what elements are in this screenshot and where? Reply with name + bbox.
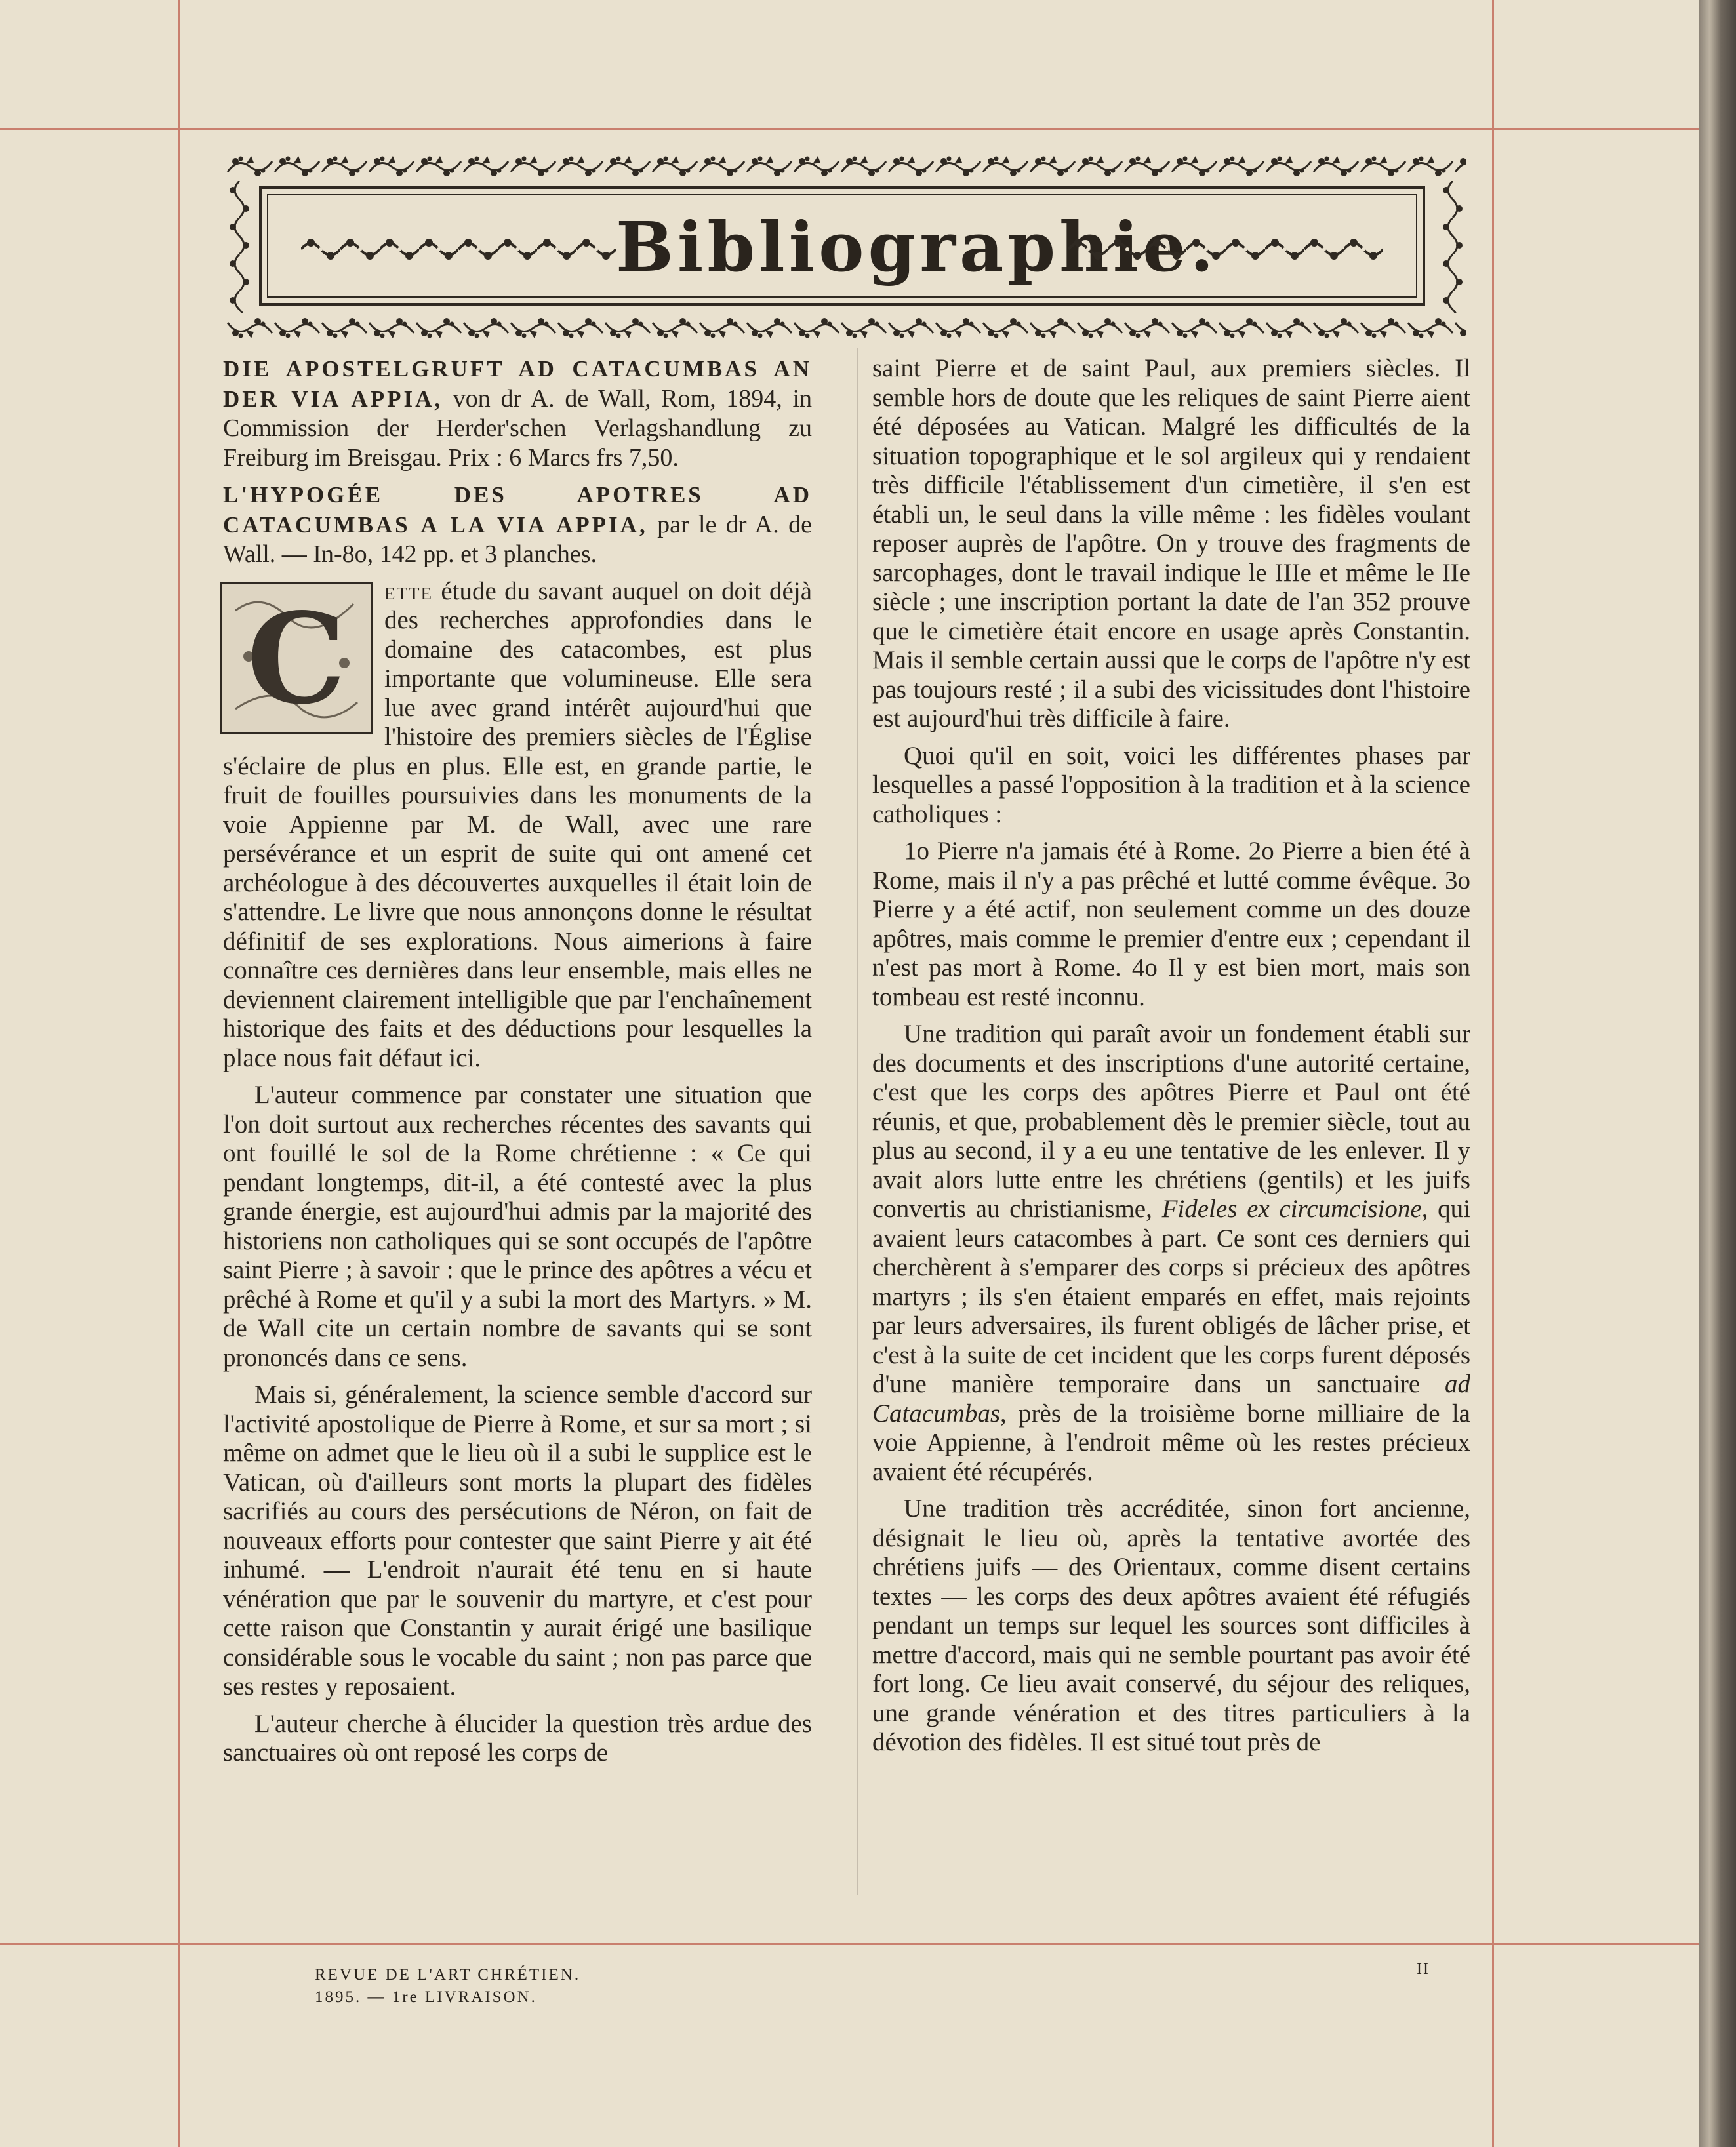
- decorated-initial: [220, 582, 373, 734]
- margin-rule-top: [0, 128, 1699, 130]
- ornament-border-bottom: [226, 313, 1466, 342]
- issue-info: 1895. — 1re LIVRAISON.: [315, 1988, 537, 2006]
- entry-title: DIE APOSTELGRUFT AD CATACUMBAS AN DER VIA APPIA,: [223, 356, 812, 412]
- paragraph: [872, 1020, 1470, 1487]
- paragraph: 1o Pierre n'a jamais été à Rome. 2o Pierre a bien été à Rome, mais il n'y a pas prêché et lutté comme évêque. 3o Pierre y a été actif, non seulement comme un des douze apôtres, mais comme le premier d'entre eux ; cependant il n'est pas mort à Rome. 4o Il y est bien mort, mais son tombeau est resté inconnu.: [872, 837, 1470, 1011]
- ornament-border-top: [226, 152, 1466, 181]
- title-frame: [259, 186, 1425, 306]
- opening-word: ette: [384, 576, 433, 605]
- entry-details: par le dr A. de Wall. — In-8o, 142 pp. et 3 planches.: [223, 510, 812, 568]
- entry-title: L'HYPOGÉE DES APOTRES AD CATACUMBAS A LA VIA APPIA,: [223, 482, 812, 538]
- paragraph-text: étude du savant auquel on doit déjà des recherches approfondies dans le domaine des catacombes, est plus importante que volumineuse. Elle sera lue avec grand intérêt aujourd'hui que l'histoire des premiers siècles de l'Église s'éclaire de plus en plus. Elle est, en grande partie, le fruit de fouilles poursuivies dans les monuments de la voie Appienne par M. de Wall, avec une rare persévérance et un esprit de suite qui ont amené cet archéologue à des découvertes auxquelles il était loin de s'attendre. Le livre que nous annonçons donne le résultat définitif de ses explorations. Nous aimerions à faire connaître ces dernières dans leur ensemble, mais elles ne deviennent clairement intelligible que par l'enchaînement historique des faits et des déductions pour lesquelles la place nous fait défaut ici.: [223, 576, 812, 1072]
- right-column: [872, 354, 1470, 1757]
- book-page-edge: [1699, 0, 1736, 2147]
- journal-name: REVUE DE L'ART CHRÉTIEN.: [315, 1966, 581, 1984]
- paragraph-text: , qui avaient leurs catacombes à part. Ce sont ces derniers qui cherchèrent à s'emparer des corps si précieux des apôtres martyrs ; ils s'en étaient emparés en effet, mais rejoints par leurs adversaires, ils furent obligés de lâcher prise, et c'est à la suite de cet incident que les corps furent déposés d'une manière temporaire dans un sanctuaire: [872, 1195, 1471, 1398]
- ornament-border-left: [226, 181, 252, 313]
- paragraph-text: , près de la troisième borne milliaire de la voie Appienne, à l'endroit même où les restes précieux avaient été récupérés.: [872, 1399, 1470, 1486]
- paragraph-text: Une tradition qui paraît avoir un fondement établi sur des documents et des inscriptions d'une autorité certaine, c'est que les corps des apôtres Pierre et Paul ont été réunis, et que, probablement dès le premier siècle, tout au plus au second, il y a eu une tentative de les enlever. Il y avait alors lutte entre les chrétiens (gentils) et les juifs convertis au christianisme,: [872, 1020, 1470, 1223]
- paragraph: L'auteur cherche à élucider la question très ardue des sanctuaires où ont reposé les corps de: [223, 1709, 812, 1767]
- left-column: [223, 354, 812, 1768]
- column-divider: [857, 348, 858, 1895]
- paragraph: Mais si, généralement, la science semble d'accord sur l'activité apostolique de Pierre à Rome, et sur sa mort ; si même on admet que le lieu où il a subi le supplice est le Vatican, où d'ailleurs sont morts la plupart des fidèles sacrifiés au cours des persécutions de Néron, on fait de nouveaux efforts pour contester que saint Pierre y ait été inhumé. — L'endroit n'aurait été tenu en si haute vénération que par le souvenir du martyre, et c'est pour cette raison que Constantin y aurait érigé une basilique considérable sous le vocable du saint ; non pas parce que ses restes y reposaient.: [223, 1380, 812, 1700]
- page-title: Bibliographie.: [616, 207, 1218, 287]
- paragraph: Une tradition très accréditée, sinon fort ancienne, désignait le lieu où, après la tentative avortée des chrétiens juifs — des Orientaux, comme disent certains textes — les corps des deux apôtres avaient été réfugiés pendant un temps sur lequel les sources sont difficiles à mettre d'accord, mais qui ne semble pourtant pas avoir été fort long. Ce lieu avait conservé, du séjour des reliques, une grande vénération et des titres particuliers à la dévotion des fidèles. Il est situé tout près de: [872, 1495, 1470, 1756]
- section-header: [226, 152, 1466, 342]
- bibliography-entry: [223, 480, 812, 569]
- italic-phrase: Fideles ex circumcisione: [1161, 1195, 1422, 1223]
- dropcap-letter: C: [247, 585, 346, 732]
- paragraph: Quoi qu'il en soit, voici les différentes phases par lesquelles a passé l'opposition à la tradition et à la science catholiques :: [872, 741, 1470, 828]
- margin-rule-right: [1492, 0, 1494, 2147]
- margin-rule-left: [178, 0, 180, 2147]
- bibliography-entry: [223, 354, 812, 472]
- entry-details: von dr A. de Wall, Rom, 1894, in Commission der Herder'schen Verlagshandlung zu Freiburg im Breisgau. Prix : 6 Marcs frs 7,50.: [223, 384, 812, 472]
- paragraph: L'auteur commence par constater une situation que l'on doit surtout aux recherches récentes des savants qui ont fouillé le sol de la Rome chrétienne : « Ce qui pendant longtemps, dit-il, a été contesté avec la plus grande énergie, est aujourd'hui admis par la majorité des historiens non catholiques qui se sont occupés de l'apôtre saint Pierre ; à savoir : que le prince des apôtres a vécu et prêché à Rome et qu'il y a subi la mort des Martyrs. » M. de Wall cite un certain nombre de savants qui se sont prononcés dans ce sens.: [223, 1081, 812, 1372]
- ornament-border-right: [1440, 181, 1466, 313]
- paragraph: [223, 577, 812, 1074]
- vine-ornament-right: [1068, 236, 1383, 262]
- italic-phrase: ad Catacumbas: [872, 1370, 1470, 1428]
- paragraph: saint Pierre et de saint Paul, aux premiers siècles. Il semble hors de doute que les reliques de saint Pierre aient été déposées au Vatican. Malgré les difficultés de la situation topographique et le sol argileux qui y rendaient très difficile l'établissement d'un cimetière, il s'en est établi un, le seul dans la ville même : les fidèles voulant reposer auprès de l'apôtre. On y trouve des fragments de sarcophages, dont le travail indique le IIIe et même le IIe siècle ; une inscription portant la date de l'an 352 prouve que le cimetière était encore en usage après Constantin. Mais il semble certain aussi que le corps de l'apôtre n'y est pas toujours resté ; il a subi des vicissitudes dont l'histoire est aujourd'hui très difficile à faire.: [872, 354, 1470, 732]
- margin-rule-bottom: [0, 1943, 1699, 1945]
- page-number: II: [1417, 1961, 1430, 1978]
- vine-ornament-left: [301, 236, 616, 262]
- running-footer: [315, 1964, 580, 2009]
